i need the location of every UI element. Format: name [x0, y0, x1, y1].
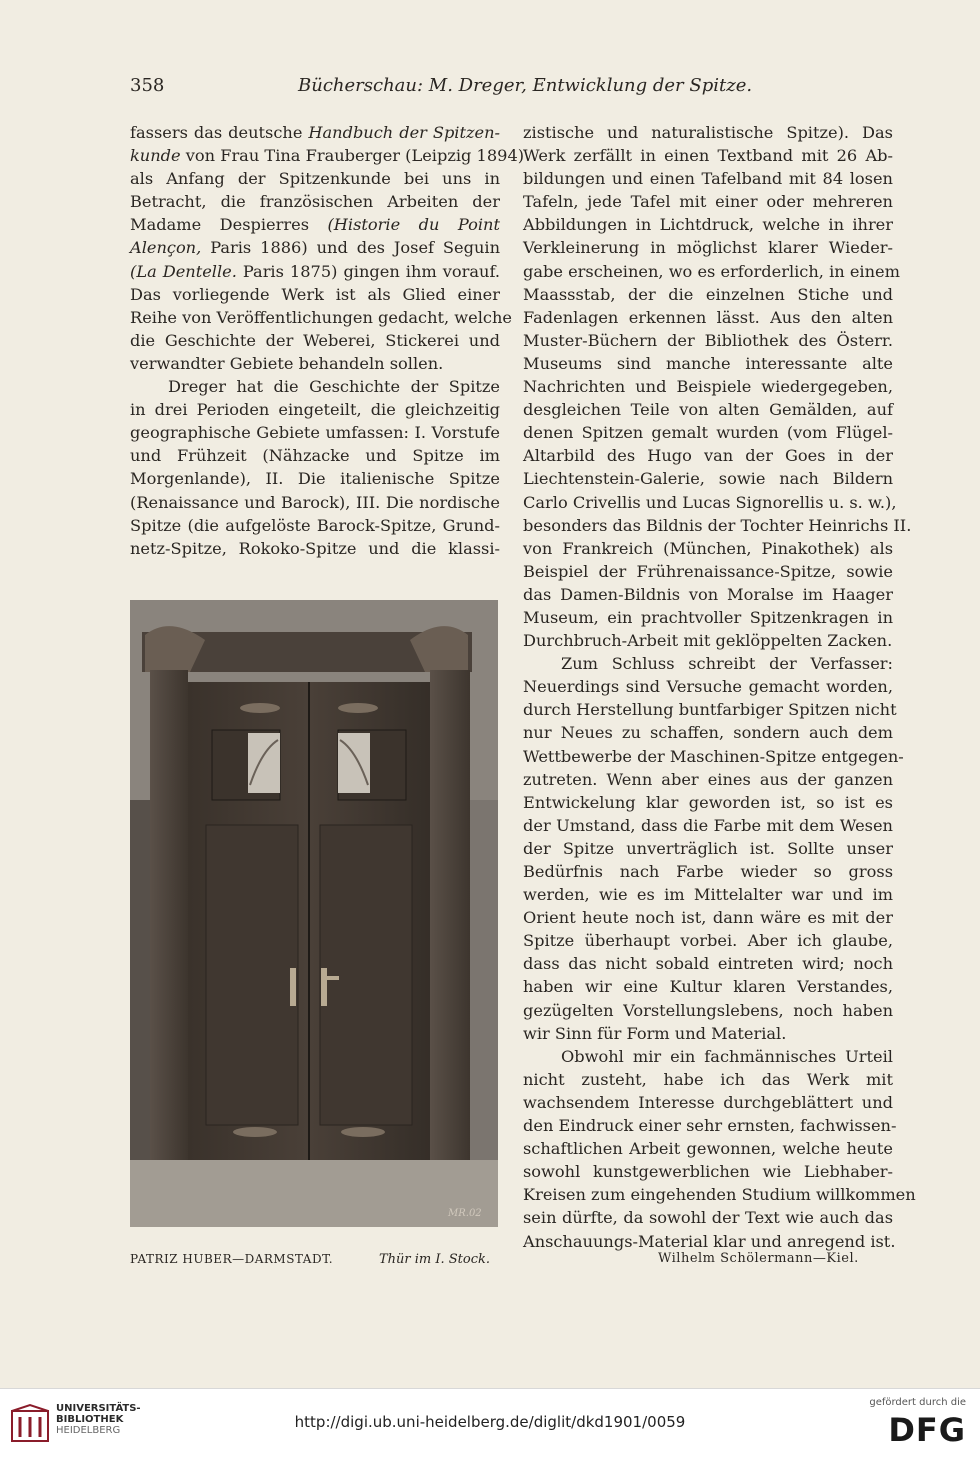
text-line	[523, 1045, 893, 1068]
text-line	[130, 467, 500, 490]
figure-caption-title: Thür im I. Stock.	[379, 1252, 491, 1267]
figure-caption-artist: PATRIZ HUBER—DARMSTADT.	[130, 1252, 334, 1266]
text-segment: Wettbewerbe der Maschinen-Spitze entgegen-	[523, 746, 904, 766]
permalink-url[interactable]: http://digi.ub.uni-heidelberg.de/diglit/dkd1901/0059	[294, 1413, 686, 1431]
text-line	[523, 698, 897, 721]
text-line	[523, 906, 893, 929]
text-line	[130, 260, 500, 283]
text-line	[130, 352, 500, 375]
text-line	[523, 860, 893, 883]
text-segment: Reihe von Veröffentlichungen gedacht, welche	[130, 307, 512, 327]
text-segment: verwandter Gebiete behandeln sollen.	[130, 353, 444, 373]
running-head: Bücherschau: M. Dreger, Entwicklung der Spitze.	[298, 75, 753, 96]
text-segment: Maassstab, der die einzelnen Stiche und	[523, 284, 893, 304]
text-segment: sowohl kunstgewerblichen wie Liebhaber-	[523, 1162, 893, 1182]
text-segment: Spitze überhaupt vorbei. Aber ich glaube,	[523, 931, 893, 951]
text-line	[130, 329, 500, 352]
left-text-column	[130, 121, 525, 560]
text-segment: Morgenlande), II. Die italienische Spitze	[130, 469, 500, 489]
text-line	[130, 537, 500, 560]
text-segment: haben wir eine Kultur klaren Verstandes,	[523, 977, 893, 997]
text-line	[523, 975, 893, 998]
text-line	[130, 236, 500, 259]
text-segment: Madame Despierres	[130, 215, 328, 235]
text-line	[523, 952, 893, 975]
text-line	[523, 167, 893, 190]
text-line	[130, 491, 500, 514]
text-segment: Werk zerfällt in einen Textband mit 26 Ab-	[523, 146, 893, 166]
text-segment: der Umstand, dass die Farbe mit dem Wesen	[523, 815, 893, 835]
text-line	[130, 213, 500, 236]
text-segment: Bedürfnis nach Farbe wieder so gross	[523, 862, 893, 881]
text-line	[130, 190, 500, 213]
text-segment: bildungen und einen Tafelband mit 84 losen	[523, 169, 893, 189]
review-signature: Wilhelm Schölermann—Kiel.	[658, 1251, 859, 1266]
text-segment: fassers das deutsche	[130, 123, 309, 142]
text-line	[523, 1137, 893, 1160]
text-line	[523, 1022, 893, 1045]
text-line	[523, 560, 893, 583]
text-segment: Handbuch der Spitzen-	[308, 123, 500, 142]
library-name-line2: BIBLIOTHEK	[56, 1414, 124, 1425]
text-segment: Beispiel der Frührenaissance-Spitze, sowie	[523, 561, 893, 581]
text-line	[130, 421, 500, 444]
text-line	[523, 329, 893, 352]
text-segment: von Frankreich (München, Pinakothek) als	[523, 538, 893, 558]
text-line	[523, 721, 893, 744]
text-line	[523, 606, 893, 629]
text-line	[523, 583, 893, 606]
text-line	[523, 283, 893, 306]
text-segment: zistische und naturalistische Spitze). Das	[523, 123, 893, 142]
text-segment: das Damen-Bildnis von Moralse im Haager	[523, 584, 893, 604]
text-segment: Kreisen zum eingehenden Studium willkommen	[523, 1185, 916, 1205]
text-segment: den Eindruck einer sehr ernsten, fachwissen-	[523, 1116, 897, 1136]
text-line	[523, 1091, 893, 1114]
text-segment: dass das nicht sobald eintreten wird; noch	[523, 954, 893, 974]
text-line	[523, 629, 893, 652]
text-segment: (Historie du Point	[327, 215, 500, 235]
text-line	[523, 213, 893, 236]
text-line	[523, 768, 893, 791]
text-line	[523, 837, 893, 860]
text-segment: Dreger hat die Geschichte der Spitze	[168, 377, 500, 397]
text-line	[523, 352, 893, 375]
text-line	[523, 1206, 893, 1229]
text-segment: Zum Schluss schreibt der Verfasser:	[561, 654, 893, 674]
text-segment: Durchbruch-Arbeit mit geklöppelten Zacken.	[523, 631, 893, 651]
text-line	[130, 121, 500, 144]
text-segment: nicht zusteht, habe ich das Werk mit	[523, 1069, 893, 1089]
text-line	[523, 1230, 896, 1253]
text-segment: denen Spitzen gemalt wurden (vom Flügel-	[523, 423, 893, 443]
door-illustration	[130, 600, 498, 1227]
text-segment: Museum, ein prachtvoller Spitzenkragen in	[523, 607, 893, 627]
text-segment: nur Neues zu schaffen, sondern auch dem	[523, 723, 893, 743]
text-line	[130, 398, 500, 421]
text-segment: Das vorliegende Werk ist als Glied einer	[130, 284, 500, 304]
text-segment: Carlo Crivellis und Lucas Signorellis u. s. w.),	[523, 492, 897, 512]
text-segment: als Anfang der Spitzenkunde bei uns in	[130, 169, 500, 189]
text-segment: Muster-Büchern der Bibliothek des Österr.	[523, 330, 893, 350]
text-segment: gabe erscheinen, wo es erforderlich, in einem	[523, 261, 900, 281]
text-segment: Tafeln, jede Tafel mit einer oder mehreren	[523, 192, 893, 212]
text-segment: netz-Spitze, Rokoko-Spitze und die klassi-	[130, 538, 500, 558]
text-segment: die Geschichte der Weberei, Stickerei und	[130, 330, 500, 350]
text-line	[523, 999, 893, 1022]
text-segment: zutreten. Wenn aber eines aus der ganzen	[523, 769, 893, 789]
page-number: 358	[130, 75, 165, 96]
text-segment: Altarbild des Hugo van der Goes in der	[523, 446, 893, 466]
text-line	[523, 652, 893, 675]
viewer-footer	[0, 1388, 980, 1457]
text-line	[523, 444, 893, 467]
text-line	[523, 398, 893, 421]
text-segment: Liechtenstein-Galerie, sowie nach Bildern	[523, 469, 893, 489]
text-line	[130, 167, 500, 190]
text-line	[523, 375, 893, 398]
text-segment: kunde	[130, 146, 181, 166]
page-header	[130, 75, 895, 101]
text-line	[523, 1160, 893, 1183]
text-segment: Museums sind manche interessante alte	[523, 353, 893, 373]
text-segment: Entwickelung klar geworden ist, so ist es	[523, 792, 893, 812]
photo-monogram: MR.02	[448, 1208, 482, 1219]
text-line	[130, 283, 500, 306]
text-segment: Betracht, die französischen Arbeiten der	[130, 192, 500, 212]
text-line	[523, 1068, 893, 1091]
text-segment: schaftlichen Arbeit gewonnen, welche heute	[523, 1139, 893, 1159]
text-segment: Spitze (die aufgelöste Barock-Spitze, Grund-	[130, 515, 500, 535]
funding-label: gefördert durch die	[869, 1397, 966, 1408]
text-segment: besonders das Bildnis der Tochter Heinrichs II.	[523, 515, 912, 535]
library-name-line1: UNIVERSITÄTS-	[56, 1403, 141, 1414]
text-line	[523, 121, 893, 144]
door-photograph	[130, 600, 498, 1227]
text-line	[523, 745, 904, 768]
text-line	[130, 144, 525, 167]
text-segment: Neuerdings sind Versuche gemacht worden,	[523, 677, 893, 697]
text-segment: Nachrichten und Beispiele wiedergegeben,	[523, 377, 893, 397]
text-line	[130, 514, 500, 537]
text-segment: Anschauungs-Material klar und anregend ist.	[523, 1231, 896, 1251]
text-line	[523, 190, 893, 213]
text-line	[523, 791, 893, 814]
text-segment: Paris 1886) und des Josef Seguin	[201, 238, 500, 258]
text-segment: Abbildungen in Lichtdruck, welche in ihrer	[523, 215, 893, 235]
text-segment: wachsendem Interesse durchgeblättert und	[523, 1092, 893, 1112]
text-line	[130, 306, 512, 329]
text-line	[523, 421, 893, 444]
text-segment: sein dürfte, da sowohl der Text wie auch das	[523, 1208, 893, 1228]
text-line	[523, 929, 893, 952]
text-segment: (Renaissance und Barock), III. Die nordische	[130, 492, 500, 512]
right-text-column	[523, 121, 916, 1253]
dfg-logo: DFG	[888, 1411, 966, 1449]
text-segment: (La Dentelle.	[130, 261, 237, 281]
text-line	[523, 537, 893, 560]
text-line	[523, 306, 893, 329]
text-segment: werden, wie es im Mittelalter war und im	[523, 885, 893, 905]
text-segment: gezügelten Vorstellungslebens, noch haben	[523, 1000, 893, 1020]
text-line	[523, 883, 893, 906]
text-line	[523, 1114, 897, 1137]
text-segment: Paris 1875) gingen ihm vorauf.	[236, 261, 500, 281]
text-line	[130, 375, 500, 398]
text-line	[523, 260, 900, 283]
text-segment: der Spitze unverträglich ist. Sollte unser	[523, 838, 893, 858]
library-name-line3: HEIDELBERG	[56, 1425, 121, 1436]
text-segment: in drei Perioden eingeteilt, die gleichzeitig	[130, 400, 500, 420]
text-line	[523, 514, 912, 537]
text-segment: Alençon,	[130, 238, 202, 258]
text-line	[523, 144, 893, 167]
text-segment: desgleichen Teile von alten Gemälden, auf	[523, 400, 893, 420]
text-line	[523, 467, 893, 490]
text-segment: durch Herstellung buntfarbiger Spitzen nicht	[523, 700, 897, 720]
text-segment: Verkleinerung in möglichst klarer Wieder-	[523, 238, 893, 258]
text-line	[130, 444, 500, 467]
text-line	[523, 491, 897, 514]
text-segment: geographische Gebiete umfassen: I. Vorstufe	[130, 423, 500, 443]
text-line	[523, 814, 893, 837]
text-line	[523, 675, 893, 698]
text-line	[523, 236, 893, 259]
text-segment: Orient heute noch ist, dann wäre es mit der	[523, 908, 893, 928]
text-segment: Obwohl mir ein fachmännisches Urteil	[561, 1046, 893, 1066]
text-segment: von Frau Tina Frauberger (Leipzig 1894)	[180, 146, 525, 166]
text-segment: und Frühzeit (Nähzacke und Spitze im	[130, 446, 500, 466]
text-line	[523, 1183, 916, 1206]
text-segment: wir Sinn für Form und Material.	[523, 1023, 787, 1043]
text-segment: Fadenlagen erkennen lässt. Aus den alten	[523, 307, 893, 327]
